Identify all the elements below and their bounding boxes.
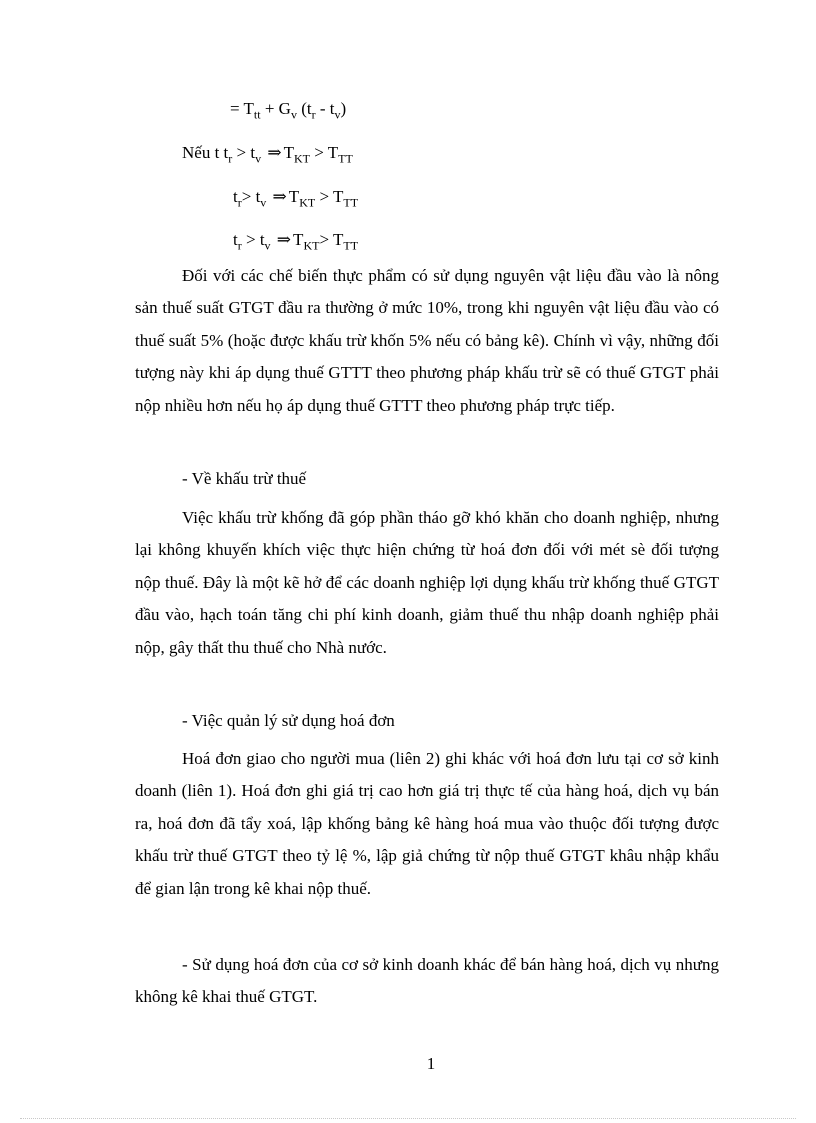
formula-line-3 [233, 187, 358, 210]
formula-subscript: KT [293, 151, 310, 166]
paragraph-other-invoice-use: - Sử dụng hoá đơn của cơ sở kinh doanh khác để bán hàng hoá, dịch vụ nhưng không kê khai thuế GTGT. [135, 955, 719, 1007]
formula-subscript: KT [303, 238, 320, 253]
formula-subscript: v [334, 107, 341, 122]
formula-text: (t [296, 99, 312, 118]
formula-text: T [283, 143, 294, 162]
formula-subscript: v [260, 195, 267, 210]
formula-text: ) [340, 99, 347, 118]
heading-invoice-management: - Việc quản lý sử dụng hoá đơn [182, 711, 395, 730]
formula-subscript: TT [343, 238, 359, 253]
implies-arrow-icon: ⇒ [267, 143, 282, 162]
page-number: 1 [426, 1054, 436, 1073]
formula-text: > t [232, 143, 256, 162]
formula-text: t [233, 187, 238, 206]
formula-text: Nếu t t [182, 143, 229, 162]
heading-tax-deduction: - Về khấu trừ thuế [182, 469, 307, 488]
formula-text: - t [315, 99, 335, 118]
formula-text: > T [309, 143, 339, 162]
formula-subscript: v [264, 238, 271, 253]
formula-text: + G [260, 99, 291, 118]
formula-subscript: TT [343, 195, 359, 210]
formula-text: = T [230, 99, 254, 118]
formula-subscript: r [311, 107, 316, 122]
implies-arrow-icon: ⇒ [272, 187, 287, 206]
formula-text: > T [319, 230, 344, 249]
formula-text: t [233, 230, 238, 249]
formula-subscript: TT [338, 151, 353, 166]
formula-line-1 [230, 99, 346, 122]
paragraph-invoice-fraud: Hoá đơn giao cho người mua (liên 2) ghi khác với hoá đơn lưu tại cơ sở kinh doanh (liên 1). Hoá đơn ghi giá trị cao hơn giá trị thực tế của hàng hoá, dịch vụ bán ra, hoá đơn đã tẩy xoá, lập khống bảng kê hàng hoá mua vào thuộc đối tượng được khấu trừ thuế GTGT theo tỷ lệ %, lập giả chứng từ nộp thuế GTGT khâu nhập khẩu để gian lận trong kê khai nộp thuế. [135, 749, 719, 898]
formula-subscript: KT [299, 195, 316, 210]
formula-subscript: v [255, 151, 262, 166]
formula-text: T [293, 230, 304, 249]
formula-subscript: r [237, 238, 242, 253]
formula-line-4 [233, 230, 358, 253]
implies-arrow-icon: ⇒ [276, 230, 292, 249]
formula-text: > T [315, 187, 344, 206]
formula-subscript: tt [253, 107, 261, 122]
formula-subscript: r [237, 195, 242, 210]
formula-subscript: r [228, 151, 233, 166]
formula-text: T [288, 187, 300, 206]
page-bottom-divider [20, 1118, 796, 1119]
paragraph-phantom-deduction: Việc khấu trừ khống đã góp phần tháo gỡ khó khăn cho doanh nghiệp, nhưng lại không khuyến khích việc thực hiện chứng từ hoá đơn đối với mét sè đối tượng nộp thuế. Đây là một kẽ hở để các doanh nghiệp lợi dụng khấu trừ khống thuế GTGT đầu vào, hạch toán tăng chi phí kinh doanh, giảm thuế thu nhập doanh nghiệp phải nộp, gây thất thu thuế cho Nhà nước. [135, 508, 719, 657]
formula-line-2 [182, 143, 353, 166]
formula-subscript: v [290, 107, 297, 122]
formula-text: > t [241, 187, 261, 206]
formula-text: > t [241, 230, 265, 249]
paragraph-food-processing: Đối với các chế biến thực phẩm có sử dụng nguyên vật liệu đầu vào là nông sản thuế suất GTGT đầu ra thường ở mức 10%, trong khi nguyên vật liệu đầu vào có thuế suất 5% (hoặc được khấu trừ khốn 5% nếu có bảng kê). Chính vì vậy, những đối tượng này khi áp dụng thuế GTTT theo phương pháp khấu trừ sẽ có thuế GTGT phải nộp nhiều hơn nếu họ áp dụng thuế GTTT theo phương pháp trực tiếp. [135, 266, 719, 415]
